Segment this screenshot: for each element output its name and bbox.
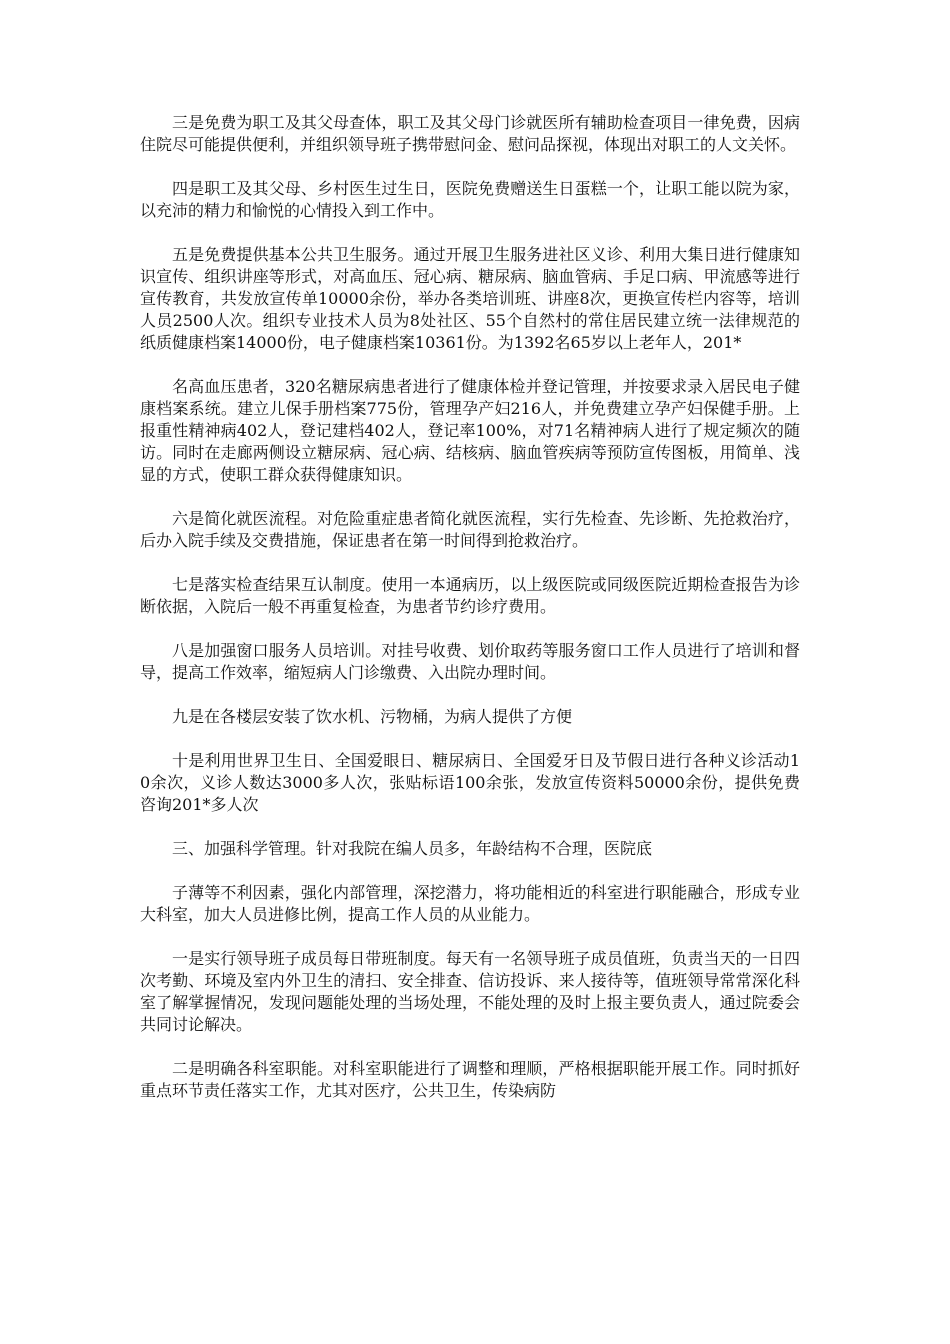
paragraph-10: 三、加强科学管理。针对我院在编人员多，年龄结构不合理，医院底 — [172, 839, 653, 858]
paragraph-8: 九是在各楼层安装了饮水机、污物桶，为病人提供了方便 — [172, 707, 573, 726]
paragraph-13: 二是明确各科室职能。对科室职能进行了调整和理顺，严格根据职能开展工作。同时抓好重点环节责任落实工作，尤其对医疗，公共卫生，传染病防 — [140, 1059, 800, 1100]
paragraph-9: 十是利用世界卫生日、全国爱眼日、糖尿病日、全国爱牙日及节假日进行各种义诊活动10余次，义诊人数达3000多人次，张贴标语100余张，发放宣传资料50000余份，提供免费咨询201*多人次 — [140, 751, 800, 814]
document-page — [140, 112, 800, 1124]
paragraph-5: 六是简化就医流程。对危险重症患者简化就医流程，实行先检查、先诊断、先抢救治疗，后办入院手续及交费措施，保证患者在第一时间得到抢救治疗。 — [140, 509, 800, 550]
paragraph-7: 八是加强窗口服务人员培训。对挂号收费、划价取药等服务窗口工作人员进行了培训和督导，提高工作效率，缩短病人门诊缴费、入出院办理时间。 — [140, 641, 800, 682]
paragraph-12: 一是实行领导班子成员每日带班制度。每天有一名领导班子成员值班，负责当天的一日四次考勤、环境及室内外卫生的清扫、安全排查、信访投诉、来人接待等，值班领导常常深化科室了解掌握情况，发现问题能处理的当场处理，不能处理的及时上报主要负责人，通过院委会共同讨论解决。 — [140, 949, 800, 1034]
paragraph-4: 名高血压患者，320名糖尿病患者进行了健康体检并登记管理，并按要求录入居民电子健康档案系统。建立儿保手册档案775份，管理孕产妇216人，并免费建立孕产妇保健手册。上报重性精神病402人，登记建档402人，登记率100%，对71名精神病人进行了规定频次的随访。同时在走廊两侧设立糖尿病、冠心病、结核病、脑血管疾病等预防宣传图板，用简单、浅显的方式，使职工群众获得健康知识。 — [140, 377, 800, 484]
paragraph-2: 四是职工及其父母、乡村医生过生日，医院免费赠送生日蛋糕一个，让职工能以院为家，以充沛的精力和愉悦的心情投入到工作中。 — [140, 179, 800, 220]
paragraph-6: 七是落实检查结果互认制度。使用一本通病历，以上级医院或同级医院近期检查报告为诊断依据，入院后一般不再重复检查，为患者节约诊疗费用。 — [140, 575, 800, 616]
paragraph-11: 子薄等不利因素，强化内部管理，深挖潜力，将功能相近的科室进行职能融合，形成专业大科室，加大人员进修比例，提高工作人员的从业能力。 — [140, 883, 800, 924]
paragraph-3: 五是免费提供基本公共卫生服务。通过开展卫生服务进社区义诊、利用大集日进行健康知识宣传、组织讲座等形式，对高血压、冠心病、糖尿病、脑血管病、手足口病、甲流感等进行宣传教育，共发放宣传单10000余份，举办各类培训班、讲座8次，更换宣传栏内容等，培训人员2500人次。组织专业技术人员为8处社区、55个自然村的常住居民建立统一法律规范的纸质健康档案14000份，电子健康档案10361份。为1392名65岁以上老年人，201* — [140, 245, 800, 352]
paragraph-1: 三是免费为职工及其父母查体，职工及其父母门诊就医所有辅助检查项目一律免费，因病住院尽可能提供便利，并组织领导班子携带慰问金、慰问品探视，体现出对职工的人文关怀。 — [140, 113, 800, 154]
